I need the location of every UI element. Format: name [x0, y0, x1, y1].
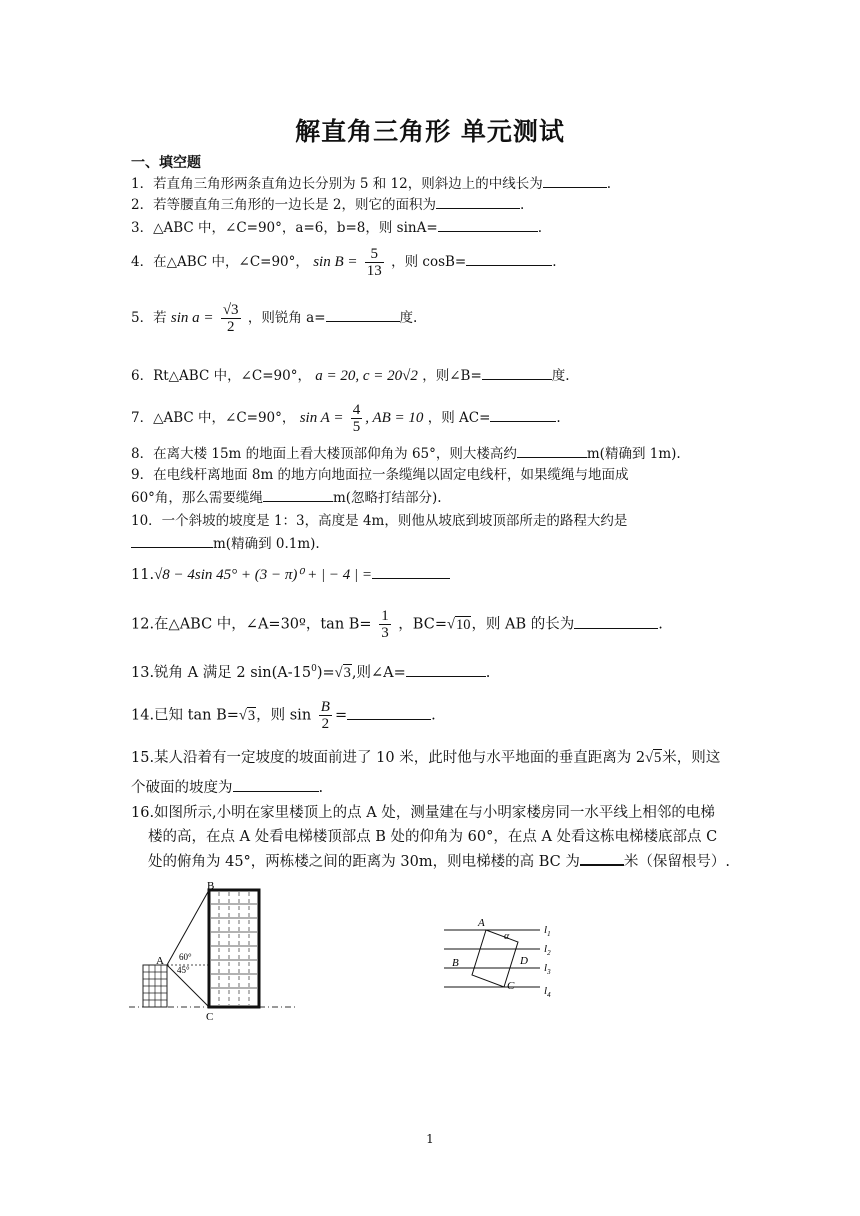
answer-blank — [580, 852, 624, 866]
question-4-sin: sin B = — [313, 254, 358, 270]
question-13-end: . — [485, 664, 491, 681]
question-15-pre: 15.某人沿着有一定坡度的坡面前进了 10 米，此时他与水平地面的垂直距离为 2 — [131, 750, 646, 766]
question-1-end: . — [606, 176, 612, 192]
question-12-pre: 12.在△ABC 中，∠A=30º，tan B= — [131, 616, 372, 633]
label-c: C — [507, 980, 515, 992]
line-l2: $l_2$ — [544, 943, 551, 957]
question-14-eq: = — [334, 707, 348, 724]
elevator-building — [209, 890, 259, 1007]
question-4-end: . — [552, 254, 557, 270]
radicand: 3 — [343, 664, 351, 681]
question-14 — [131, 699, 436, 732]
question-8-end: m(精确到 1m). — [586, 446, 681, 462]
question-10-end: m(精确到 0.1m). — [213, 536, 320, 552]
question-14-pre: 14.已知 tan B= — [131, 707, 239, 724]
question-13-post: ,则∠A= — [351, 664, 406, 681]
question-11 — [131, 566, 450, 584]
answer-blank — [263, 489, 333, 502]
numerator: √3 — [222, 302, 239, 318]
answer-blank — [436, 196, 520, 209]
question-16-line2 — [148, 828, 717, 846]
question-4-pre: 4．在△ABC 中，∠C=90°， — [131, 254, 309, 270]
question-15 — [131, 749, 720, 767]
angle-alpha: α — [504, 931, 510, 942]
question-12-fraction — [379, 608, 391, 641]
radicand: 3 — [247, 707, 256, 724]
question-15-line2 — [131, 779, 323, 797]
label-a: A — [156, 955, 164, 967]
question-6-post: ，则∠B= — [422, 368, 482, 384]
question-10-line2 — [131, 535, 320, 553]
denominator: 3 — [381, 625, 389, 641]
numerator: 1 — [381, 608, 389, 624]
page-number: 1 — [426, 1132, 434, 1146]
question-4 — [131, 246, 557, 279]
question-14-mid: ，则 sin — [256, 707, 312, 724]
question-9-text: 9．在电线杆离地面 8m 的地方向地面拉一条缆绳以固定电线杆，如果缆绳与地面成 — [131, 467, 629, 483]
question-5-pre: 5．若 — [131, 310, 167, 326]
question-5-fraction — [221, 302, 241, 335]
question-14-fraction — [319, 699, 332, 732]
question-7-post: ，则 AC= — [427, 410, 491, 426]
label-d: D — [520, 955, 528, 967]
radicand: 5 — [654, 750, 662, 766]
question-6-pre: 6．Rt△ABC 中，∠C=90°， — [131, 368, 311, 384]
question-5-end: 度. — [399, 310, 418, 326]
question-13-pre: 13.锐角 A 满足 2 sin(A-15 — [131, 664, 312, 681]
question-3 — [131, 219, 542, 237]
label-c: C — [206, 1011, 214, 1023]
question-16-line3 — [148, 852, 730, 871]
question-7-fraction — [351, 402, 363, 435]
question-2 — [131, 196, 524, 214]
question-5-sin: sin a = — [170, 310, 214, 326]
question-7-ab: , AB = 10 — [365, 410, 424, 426]
label-a: A — [478, 917, 485, 929]
question-16-text-2: 楼的高，在点 A 处看电梯楼顶部点 B 处的仰角为 60°，在点 A 处看这栋电梯楼底部点 C — [148, 829, 718, 845]
question-1-text: 1．若直角三角形两条直角边长分别为 5 和 12，则斜边上的中线长为 — [131, 176, 543, 192]
answer-blank — [517, 445, 587, 458]
question-11-math: √8 − 4sin 45° + (3 − π)⁰ + | − 4 | = — [154, 567, 373, 583]
angle-45: 45° — [177, 965, 190, 975]
sqrt-3: √3 — [238, 707, 256, 724]
question-9-end: m(忽略打结部分). — [332, 490, 442, 506]
question-2-text: 2．若等腰直角三角形的一边长是 2，则它的面积为 — [131, 197, 436, 213]
sqrt-5: √5 — [645, 750, 662, 766]
answer-blank — [406, 664, 486, 677]
question-6-end: 度. — [551, 368, 570, 384]
small-building-grid — [143, 965, 167, 1007]
question-16-text-1: 16.如图所示,小明在家里楼顶上的点 A 处，测量建在与小明家楼房同一水平线上相邻的电梯 — [131, 805, 715, 821]
question-2-end: . — [519, 197, 525, 213]
answer-blank — [543, 175, 607, 188]
answer-blank — [372, 566, 450, 579]
line-l1: $l_1$ — [544, 924, 551, 938]
numerator: 5 — [365, 246, 384, 263]
question-4-post: ，则 cosB= — [391, 254, 467, 270]
question-15-text-2: 个破面的坡度为 — [131, 780, 233, 796]
question-7-sin: sin A = — [299, 410, 344, 426]
question-14-end: . — [431, 707, 436, 724]
answer-blank — [466, 253, 552, 266]
answer-blank — [347, 707, 431, 720]
denominator: 2 — [226, 319, 235, 335]
question-7-end: . — [556, 410, 561, 426]
question-3-end: . — [537, 220, 542, 236]
answer-blank — [438, 219, 538, 232]
denominator: 5 — [352, 419, 361, 435]
answer-blank — [326, 309, 400, 322]
building-figure — [125, 878, 300, 1023]
denominator: 13 — [366, 263, 382, 279]
question-3-text: 3．△ABC 中，∠C=90°，a=6，b=8，则 sinA= — [131, 220, 438, 236]
label-b: B — [452, 957, 459, 969]
radicand: 10 — [455, 616, 471, 633]
question-15-post: 米，则这 — [662, 750, 721, 766]
numerator: 4 — [352, 402, 361, 418]
section-heading: 一、填空题 — [131, 155, 201, 171]
line-l3: $l_3$ — [544, 962, 551, 976]
question-11-pre: 11. — [131, 567, 155, 583]
question-8 — [131, 445, 681, 463]
question-16-text-3: 处的俯角为 45°，两栋楼之间的距离为 30m，则电梯楼的高 BC 为 — [148, 854, 580, 870]
question-12-end: . — [658, 616, 663, 633]
question-10-text: 10．一个斜坡的坡度是 1：3，高度是 4m，则他从坡底到坡顶部所走的路程大约是 — [131, 513, 628, 529]
answer-blank — [574, 616, 658, 629]
sqrt-10: √10 — [446, 616, 471, 633]
line-l4: $l_4$ — [544, 985, 551, 999]
question-7 — [131, 402, 561, 435]
parallel-lines-figure — [440, 910, 570, 1005]
question-9 — [131, 466, 629, 484]
question-9-line2 — [131, 489, 442, 507]
question-12-post: ，则 AB 的长为 — [471, 616, 575, 633]
question-8-text: 8．在离大楼 15m 的地面上看大楼顶部仰角为 65°，则大楼高约 — [131, 446, 517, 462]
elevator-building-grid — [211, 892, 257, 1005]
question-1 — [131, 175, 611, 193]
question-16-end: 米（保留根号）. — [623, 854, 730, 870]
answer-blank — [131, 535, 213, 548]
answer-blank — [482, 367, 552, 380]
question-13-mid: )= — [316, 664, 335, 681]
numerator: B — [320, 699, 330, 715]
answer-blank — [233, 779, 319, 792]
answer-blank — [490, 409, 556, 422]
question-5 — [131, 302, 417, 335]
sqrt-3: √3 — [334, 664, 351, 681]
question-7-pre: 7．△ABC 中，∠C=90°， — [131, 410, 296, 426]
question-5-post: ，则锐角 a= — [247, 310, 326, 326]
label-b: B — [207, 880, 215, 892]
denominator: 2 — [321, 716, 330, 732]
page-title: 解直角三角形 单元测试 — [295, 117, 565, 146]
question-6 — [131, 367, 570, 385]
question-4-fraction — [365, 246, 384, 279]
square-abcd — [472, 930, 518, 987]
question-10 — [131, 512, 627, 530]
superscript: 0 — [311, 664, 317, 674]
question-15-end: . — [318, 780, 324, 796]
question-12 — [131, 608, 663, 641]
question-16 — [131, 804, 715, 822]
question-12-mid: ，BC= — [398, 616, 447, 633]
question-13 — [131, 660, 490, 682]
question-6-math: a = 20, c = 20√2 — [315, 368, 418, 384]
question-9-text-2: 60°角，那么需要缆绳 — [131, 490, 263, 506]
angle-60: 60° — [179, 952, 192, 962]
